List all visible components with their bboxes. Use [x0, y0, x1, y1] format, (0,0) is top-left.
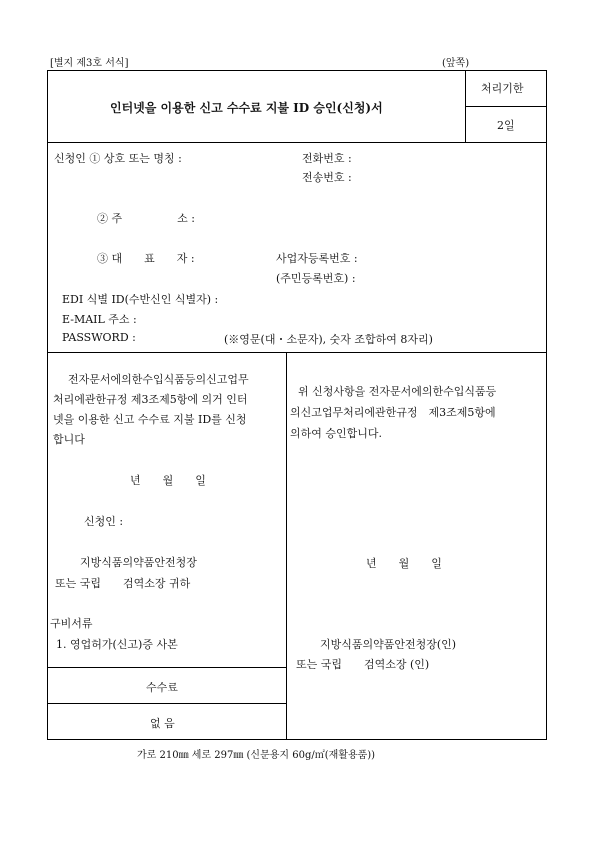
page-side-label: (앞쪽) — [442, 58, 470, 69]
fee-mid-rule — [48, 703, 286, 704]
fee-value: 없 음 — [150, 717, 175, 730]
form-number: [별지 제3호 서식] — [50, 58, 129, 69]
applicant-sign-label: 신청인 : — [84, 515, 124, 528]
phone-label: 전화번호 : — [302, 152, 352, 165]
approver-line2: 또는 국립 검역소장 (인) — [296, 658, 430, 671]
fax-label: 전송번호 : — [302, 171, 352, 184]
password-label: PASSWORD : — [62, 331, 136, 344]
applicant-bottom-rule — [48, 352, 546, 353]
fee-top-rule — [48, 667, 286, 668]
bizreg-label: 사업자등록번호 : — [276, 252, 358, 265]
left-statement-line3: 넷을 이용한 신고 수수료 지불 ID를 신청 — [53, 413, 247, 426]
form-title: 인터넷을 이용한 신고 수수료 지불 ID 승인(신청)서 — [110, 101, 383, 115]
left-date: 년 월 일 — [130, 474, 206, 487]
required-doc-item: 1. 영업허가(신고)증 사본 — [56, 638, 178, 651]
left-statement-line1: 전자문서에의한수입식품등의신고업무 — [68, 373, 249, 386]
right-statement-line1: 위 신청사항을 전자문서에의한수입식품등 — [298, 385, 497, 398]
right-date: 년 월 일 — [366, 557, 442, 570]
right-statement-line2: 의신고업무처리에관한규정 제3조제5항에 — [290, 406, 496, 419]
processing-label: 처리기한 — [481, 82, 524, 95]
processing-value: 2일 — [497, 119, 515, 132]
title-bottom-rule — [48, 142, 546, 143]
required-docs-label: 구비서류 — [50, 617, 93, 630]
representative-label: ③ 대 표 자 : — [97, 252, 195, 265]
fee-label: 수수료 — [146, 681, 178, 694]
paper-spec-footer: 가로 210㎜ 세로 297㎜ (신문용지 60g/㎡(재활용품)) — [137, 750, 376, 761]
resreg-label: (주민등록번호) : — [276, 272, 356, 285]
address-label: ② 주 소 : — [97, 212, 195, 225]
left-statement-line4: 합니다 — [53, 433, 85, 446]
applicant-name-label: 신청인 ① 상호 또는 명칭 : — [54, 152, 182, 165]
right-statement-line3: 의하여 승인합니다. — [290, 427, 383, 440]
email-label: E-MAIL 주소 : — [62, 313, 137, 326]
body-divider — [286, 352, 287, 740]
recipient-line2: 또는 국립 검역소장 귀하 — [55, 577, 191, 590]
recipient-line1: 지방식품의약품안전청장 — [80, 556, 197, 569]
password-note: (※영문(대・소문자), 숫자 조합하여 8자리) — [224, 333, 433, 346]
left-statement-line2: 처리에관한규정 제3조제5항에 의거 인터 — [53, 393, 248, 406]
edi-id-label: EDI 식별 ID(수반신인 식별자) : — [62, 293, 219, 306]
processing-divider — [465, 106, 547, 107]
approver-line1: 지방식품의약품안전청장(인) — [320, 638, 457, 651]
